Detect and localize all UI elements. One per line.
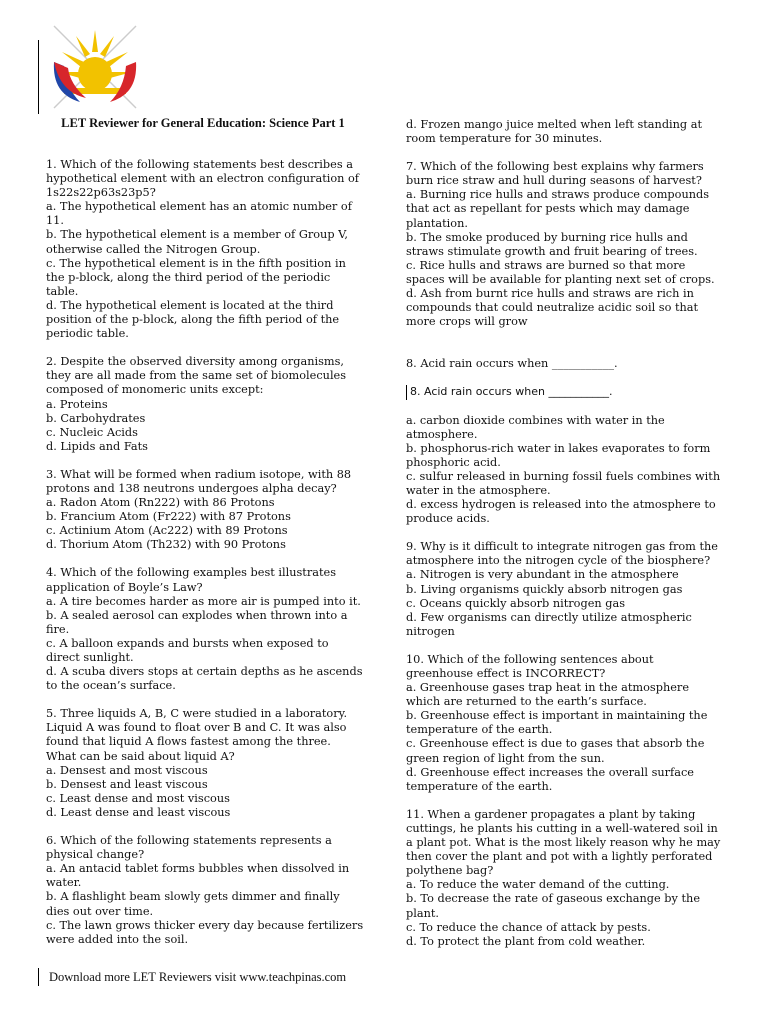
option-b: b. The smoke produced by burning rice hulls and straws stimulate growth and fruit bearing of trees. bbox=[406, 230, 698, 258]
option-a: a. Proteins bbox=[46, 397, 108, 411]
option-c: c. To reduce the chance of attack by pests. bbox=[406, 920, 651, 934]
option-b: b. phosphorus-rich water in lakes evaporates to form phosphoric acid. bbox=[406, 441, 711, 469]
question-stem: 1. Which of the following statements best describes a hypothetical element with an electron configuration of 1s22s22p63s23p5? bbox=[46, 158, 359, 200]
header-rule bbox=[38, 40, 39, 114]
question-stem: 7. Which of the following best explains why farmers burn rice straw and hull during seasons of harvest? bbox=[406, 160, 704, 188]
left-column bbox=[46, 158, 364, 961]
question-stem: 9. Why is it difficult to integrate nitrogen gas from the atmosphere into the nitrogen cycle of the biosphere? bbox=[406, 540, 718, 568]
option-a: a. A tire becomes harder as more air is pumped into it. bbox=[46, 594, 361, 608]
question-stem: 10. Which of the following sentences about greenhouse effect is INCORRECT? bbox=[406, 652, 654, 680]
option-d: d. A scuba divers stops at certain depths as he ascends to the ocean’s surface. bbox=[46, 665, 363, 693]
option-b: b. A sealed aerosol can explodes when thrown into a fire. bbox=[46, 608, 348, 636]
option-a: a. Burning rice hulls and straws produce compounds that act as repellant for pests which may damage plantation. bbox=[406, 188, 710, 230]
option-d: d. Lipids and Fats bbox=[46, 439, 148, 453]
option-d: d. Greenhouse effect increases the overall surface temperature of the earth. bbox=[406, 765, 694, 793]
question-6 bbox=[46, 834, 364, 947]
option-a: a. An antacid tablet forms bubbles when dissolved in water. bbox=[46, 862, 350, 890]
right-column bbox=[406, 118, 724, 963]
question-1 bbox=[46, 158, 364, 341]
option-d: d. To protect the plant from cold weather. bbox=[406, 934, 646, 948]
question-8-options bbox=[406, 414, 724, 527]
option-b: b. Densest and least viscous bbox=[46, 777, 208, 791]
option-a: a. Densest and most viscous bbox=[46, 763, 208, 777]
question-10 bbox=[406, 653, 724, 794]
option-d: d. Few organisms can directly utilize atmospheric nitrogen bbox=[406, 610, 692, 638]
option-b: b. Living organisms quickly absorb nitrogen gas bbox=[406, 582, 683, 596]
option-d: d. Frozen mango juice melted when left standing at room temperature for 30 minutes. bbox=[406, 118, 703, 146]
option-c: c. Least dense and most viscous bbox=[46, 791, 230, 805]
question-6-continued bbox=[406, 118, 724, 146]
question-stem: 11. When a gardener propagates a plant by taking cuttings, he plants his cutting in a well-watered soil in a plant pot. What is the most likely reason why he may then cover the plant and pot with a lightly perforated polythene bag? bbox=[406, 807, 721, 878]
option-c: c. The lawn grows thicker every day because fertilizers were added into the soil. bbox=[46, 918, 364, 946]
question-7 bbox=[406, 160, 724, 329]
option-a: a. To reduce the water demand of the cutting. bbox=[406, 878, 670, 892]
question-8-repeat bbox=[406, 385, 724, 399]
option-a: a. The hypothetical element has an atomic number of 11. bbox=[46, 200, 352, 228]
option-c: c. Rice hulls and straws are burned so that more spaces will be available for planting next set of crops. bbox=[406, 258, 715, 286]
philippine-sun-logo-icon bbox=[40, 22, 140, 112]
option-c: c. Actinium Atom (Ac222) with 89 Protons bbox=[46, 524, 288, 538]
question-stem: 8. Acid rain occurs when ___________. bbox=[406, 357, 618, 371]
question-5 bbox=[46, 707, 364, 820]
question-8 bbox=[406, 357, 724, 371]
question-11 bbox=[406, 808, 724, 949]
question-9 bbox=[406, 540, 724, 639]
option-c: c. Greenhouse effect is due to gases that absorb the green region of light from the sun. bbox=[406, 737, 705, 765]
question-3 bbox=[46, 468, 364, 553]
option-c: c. A balloon expands and bursts when exposed to direct sunlight. bbox=[46, 636, 329, 664]
option-b: b. Carbohydrates bbox=[46, 411, 146, 425]
option-a: a. Greenhouse gases trap heat in the atmosphere which are returned to the earth’s surface. bbox=[406, 681, 690, 709]
question-stem: 6. Which of the following statements represents a physical change? bbox=[46, 834, 332, 862]
page-title: LET Reviewer for General Education: Science Part 1 bbox=[61, 116, 345, 130]
footer-download-link[interactable]: Download more LET Reviewers visit www.teachpinas.com bbox=[38, 968, 375, 986]
question-stem: 4. Which of the following examples best illustrates application of Boyle’s Law? bbox=[46, 566, 336, 594]
option-d: d. Thorium Atom (Th232) with 90 Protons bbox=[46, 538, 286, 552]
option-d: d. The hypothetical element is located at the third position of the p-block, along the fifth period of the periodic table. bbox=[46, 298, 340, 341]
option-c: c. sulfur released in burning fossil fuels combines with water in the atmosphere. bbox=[406, 469, 721, 497]
option-c: c. The hypothetical element is in the fifth position in the p-block, along the third period of the periodic table. bbox=[46, 256, 346, 298]
option-b: b. The hypothetical element is a member of Group V, otherwise called the Nitrogen Group. bbox=[46, 228, 348, 256]
option-c: c. Oceans quickly absorb nitrogen gas bbox=[406, 596, 626, 610]
option-d: d. excess hydrogen is released into the atmosphere to produce acids. bbox=[406, 498, 716, 526]
option-b: b. A flashlight beam slowly gets dimmer and finally dies out over time. bbox=[46, 890, 340, 918]
question-stem: 2. Despite the observed diversity among organisms, they are all made from the same set of biomolecules composed of monomeric units except: bbox=[46, 355, 347, 397]
option-a: a. Nitrogen is very abundant in the atmosphere bbox=[406, 568, 679, 582]
option-d: d. Ash from burnt rice hulls and straws are rich in compounds that could neutralize acidic soil so that more crops will grow bbox=[406, 287, 699, 329]
question-stem: 3. What will be formed when radium isotope, with 88 protons and 138 neutrons undergoes alpha decay? bbox=[46, 467, 352, 495]
question-2 bbox=[46, 355, 364, 454]
option-a: a. Radon Atom (Rn222) with 86 Protons bbox=[46, 496, 275, 510]
option-b: b. To decrease the rate of gaseous exchange by the plant. bbox=[406, 892, 701, 920]
option-c: c. Nucleic Acids bbox=[46, 425, 138, 439]
option-b: b. Francium Atom (Fr222) with 87 Protons bbox=[46, 510, 291, 524]
option-d: d. Least dense and least viscous bbox=[46, 805, 231, 819]
option-a: a. carbon dioxide combines with water in the atmosphere. bbox=[406, 413, 665, 441]
question-stem: 5. Three liquids A, B, C were studied in a laboratory. Liquid A was found to float over B and C. It was also found that liquid A flows fastest among the three. What can be said about liquid A? bbox=[46, 707, 348, 763]
option-b: b. Greenhouse effect is important in maintaining the temperature of the earth. bbox=[406, 709, 708, 737]
question-4 bbox=[46, 566, 364, 693]
question-stem-repeat: 8. Acid rain occurs when ___________. bbox=[406, 385, 724, 399]
